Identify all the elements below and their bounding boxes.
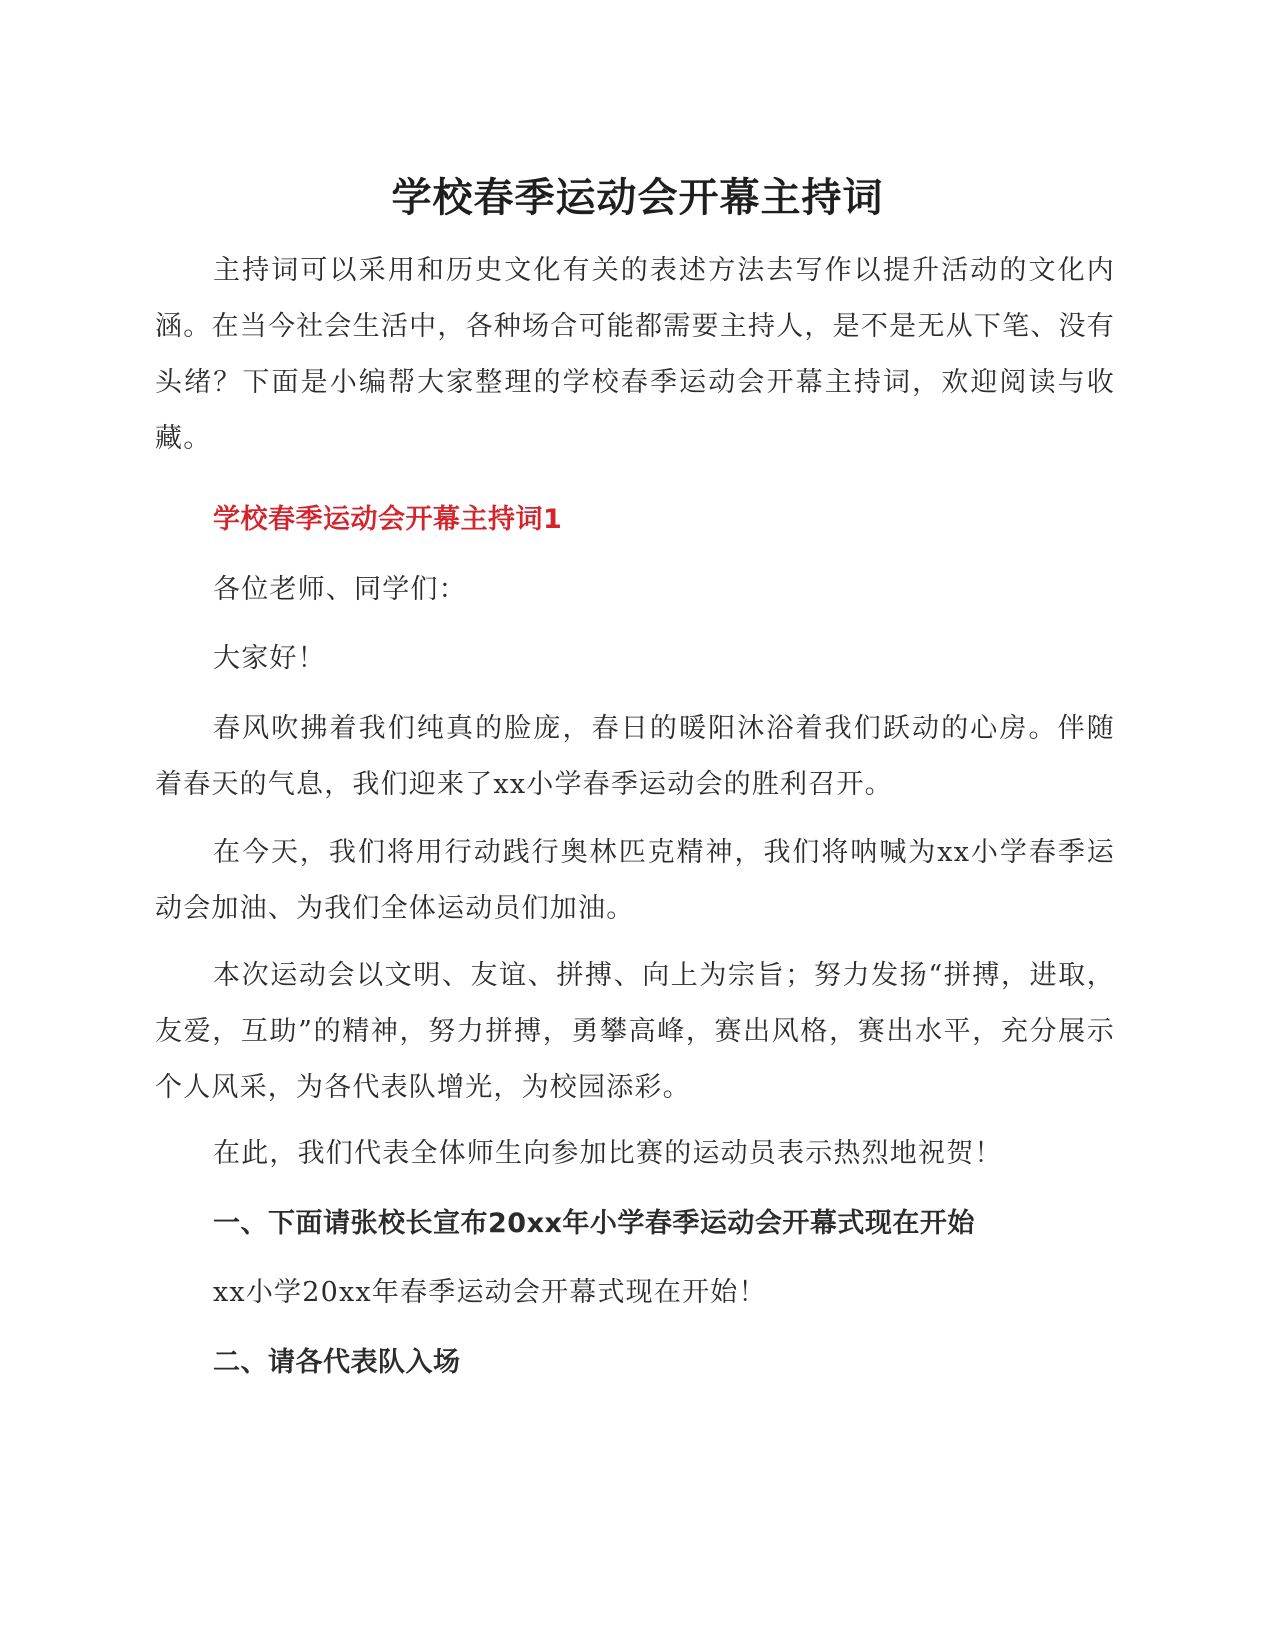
section-heading-1: 学校春季运动会开幕主持词1 xyxy=(213,504,563,535)
step-1-heading: 一、下面请张校长宣布20xx年小学春季运动会开幕式现在开始 xyxy=(213,1208,975,1239)
hello-line: 大家好！ xyxy=(213,643,326,674)
paragraph-spring: 春风吹拂着我们纯真的脸庞，春日的暖阳沐浴着我们跃动的心房。伴随着春天的气息，我们迎来了xx小学春季运动会的胜利召开。 xyxy=(155,713,1115,800)
paragraph-olympic: 在今天，我们将用行动践行奥林匹克精神，我们将呐喊为xx小学春季运动会加油、为我们全体运动员们加油。 xyxy=(155,837,1115,924)
step-2-heading: 二、请各代表队入场 xyxy=(213,1347,461,1378)
paragraph-purpose: 本次运动会以文明、友谊、拼搏、向上为宗旨；努力发扬“拼搏，进取，友爱，互助”的精神，努力拼搏，勇攀高峰，赛出风格，赛出水平，充分展示个人风采，为各代表队增光，为校园添彩。 xyxy=(155,960,1115,1103)
document-title: 学校春季运动会开幕主持词 xyxy=(391,175,884,221)
greeting-line: 各位老师、同学们： xyxy=(213,574,467,605)
paragraph-congratulations: 在此，我们代表全体师生向参加比赛的运动员表示热烈地祝贺！ xyxy=(213,1138,1003,1169)
intro-paragraph: 主持词可以采用和历史文化有关的表述方法去写作以提升活动的文化内涵。在当今社会生活中，各种场合可能都需要主持人，是不是无从下笔、没有头绪？下面是小编帮大家整理的学校春季运动会开幕主持词，欢迎阅读与收藏。 xyxy=(155,255,1115,454)
step-1-text: xx小学20xx年春季运动会开幕式现在开始！ xyxy=(213,1277,767,1308)
